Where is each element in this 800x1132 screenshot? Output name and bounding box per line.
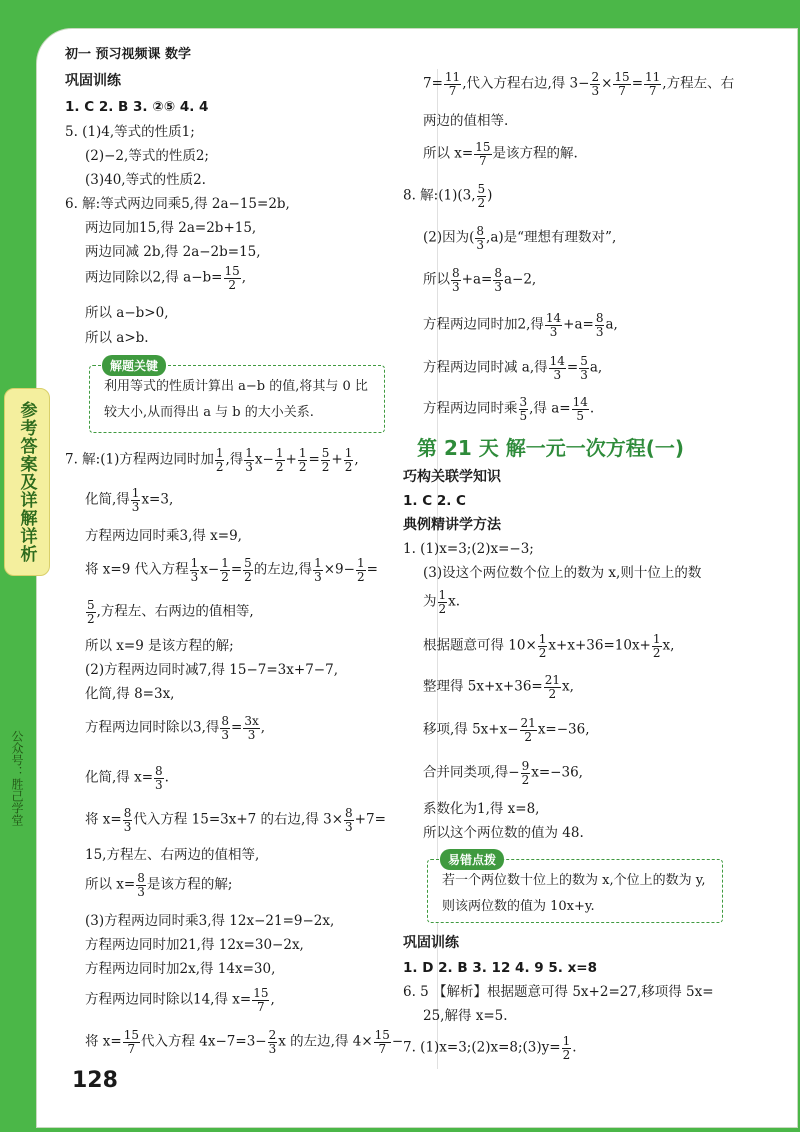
answer-line: $\frac{5}{2}$ ,方程左、右两边的值相等,: [87, 598, 254, 626]
tip-box: [427, 853, 723, 923]
answer-line: 15,方程左、右两边的值相等,: [85, 847, 260, 863]
answer-line: 8. 解:(1)(3, $\frac{5}{2}$ ): [403, 182, 493, 210]
answer-line: 6. 5 【解析】根据题意可得 5x+2=27,移项得 5x=: [403, 984, 714, 1000]
answer-line: 所以 a−b>0,: [85, 305, 169, 321]
answer-line: 方程两边同时加2,得 $\frac{14}{3}$ +a= $\frac{8}{3}$ a,: [423, 311, 618, 339]
answer-line: 将 x= $\frac{8}{3}$ 代入方程 15=3x+7 的右边,得 3× $\frac{8}{3}$ +7=: [85, 806, 386, 834]
answer-line: 系数化为1,得 x=8,: [423, 801, 540, 817]
answer-line: 根据题意可得 10× $\frac{1}{2}$ x+x+36=10x+ $\frac{1}{2}$ x,: [423, 632, 675, 660]
answer-line: 合并同类项,得− $\frac{9}{2}$ x=−36,: [423, 759, 583, 787]
answer-line: 化简,得 $\frac{1}{3}$ x=3,: [85, 486, 174, 514]
tip-box: [89, 359, 385, 433]
answer-line: 6. 解:等式两边同乘5,得 2a−15=2b,: [65, 196, 290, 212]
answer-line: 所以 $\frac{8}{3}$ +a= $\frac{8}{3}$ a−2,: [423, 266, 537, 294]
answer-line: 1. (1)x=3;(2)x=−3;: [403, 541, 534, 557]
answer-line: 两边的值相等.: [423, 113, 509, 129]
answer-line: 将 x= $\frac{15}{7}$ 代入方程 4x−7=3− $\frac{2}{3}$ x 的左边,得 4× $\frac{15}{7}$ −: [85, 1028, 404, 1056]
answer-page: [36, 28, 798, 1128]
answer-line: 两边同加15,得 2a=2b+15,: [85, 220, 257, 236]
answer-line: 方程两边同时除以3,得 $\frac{8}{3}$ = $\frac{3x}{3}$ ,: [85, 714, 266, 742]
chapter-title: 第 21 天 解一元一次方程(一): [417, 436, 685, 460]
answer-line: 1. D 2. B 3. 12 4. 9 5. x=8: [403, 960, 597, 976]
answer-line: 25,解得 x=5.: [423, 1008, 508, 1024]
answer-line: 所以 x= $\frac{15}{7}$ 是该方程的解.: [423, 140, 578, 168]
answer-line: 所以 x=9 是该方程的解;: [85, 638, 234, 654]
answer-line: 为 $\frac{1}{2}$ x.: [423, 588, 461, 616]
watermark: 公众号：胜己学堂: [10, 730, 24, 826]
answer-line: 所以 x= $\frac{8}{3}$ 是该方程的解;: [85, 871, 233, 899]
answer-line: 整理得 5x+x+36= $\frac{21}{2}$ x,: [423, 673, 574, 701]
section-heading: 典例精讲学方法: [403, 517, 501, 533]
answer-line: 两边同除以2,得 a−b= $\frac{15}{2}$ ,: [85, 264, 247, 292]
answer-line: 化简,得 x= $\frac{8}{3}$ .: [85, 764, 169, 792]
answer-line: 方程两边同时减 a,得 $\frac{14}{3}$ = $\frac{5}{3}$ a,: [423, 354, 603, 382]
section-heading: 巩固训练: [65, 73, 121, 89]
answer-line: 7. 解:(1)方程两边同时加 $\frac{1}{2}$ ,得 $\frac{1}{3}$ x− $\frac{1}{2}$ + $\frac{1}{2}$ = $\frac{5}{2}$ + $\frac{1}{2}$ ,: [65, 446, 359, 474]
tip-tag: 易错点拨: [440, 849, 504, 870]
tip-text: 利用等式的性质计算出 a−b 的值,将其与 0 比较大小,从而得出 a 与 b 的大小关系.: [104, 379, 368, 420]
tip-tag: 解题关键: [102, 355, 166, 376]
answer-line: 1. C 2. B 3. ②⑤ 4. 4: [65, 99, 209, 115]
answer-line: 方程两边同时加21,得 12x=30−2x,: [85, 937, 304, 953]
answer-line: 方程两边同时除以14,得 x= $\frac{15}{7}$ ,: [85, 986, 275, 1014]
answer-line: 所以 a>b.: [85, 330, 149, 346]
section-heading: 巧构关联学知识: [403, 469, 501, 485]
answer-line: (2)−2,等式的性质2;: [85, 148, 209, 164]
answer-line: (3)40,等式的性质2.: [85, 172, 206, 188]
answer-line: 化简,得 8=3x,: [85, 686, 175, 702]
tip-text: 若一个两位数十位上的数为 x,个位上的数为 y,则该两位数的值为 10x+y.: [442, 873, 706, 914]
running-header: 初一 预习视频课 数学: [65, 47, 192, 62]
answer-line: 1. C 2. C: [403, 493, 466, 509]
section-heading: 巩固训练: [403, 935, 459, 951]
answer-line: (2)因为( $\frac{8}{3}$ ,a)是“理想有理数对”,: [423, 224, 617, 252]
answer-line: 方程两边同时加2x,得 14x=30,: [85, 961, 276, 977]
answer-line: 7. (1)x=3;(2)x=8;(3)y= $\frac{1}{2}$ .: [403, 1034, 577, 1062]
answer-line: (3)设这个两位数个位上的数为 x,则十位上的数: [423, 565, 702, 581]
answer-line: 方程两边同时乘 $\frac{3}{5}$ ,得 a= $\frac{14}{5}$ .: [423, 395, 595, 423]
answer-line: 所以这个两位数的值为 48.: [423, 825, 584, 841]
answer-line: (2)方程两边同时减7,得 15−7=3x+7−7,: [85, 662, 338, 678]
page-number: 128: [72, 1068, 118, 1093]
answer-line: 7= $\frac{11}{7}$ ,代入方程右边,得 3− $\frac{2}{3}$ × $\frac{15}{7}$ = $\frac{11}{7}$ ,方程左、右: [423, 70, 735, 98]
answer-line: 将 x=9 代入方程 $\frac{1}{3}$ x− $\frac{1}{2}$ = $\frac{5}{2}$ 的左边,得 $\frac{1}{3}$ ×9− $\frac{1}{2}$ =: [85, 556, 378, 584]
answer-line: (3)方程两边同时乘3,得 12x−21=9−2x,: [85, 913, 335, 929]
answer-line: 5. (1)4,等式的性质1;: [65, 124, 195, 140]
answer-line: 方程两边同时乘3,得 x=9,: [85, 528, 242, 544]
side-tab: 参考答案及详解详析: [4, 388, 50, 576]
answer-line: 两边同减 2b,得 2a−2b=15,: [85, 244, 261, 260]
answer-line: 移项,得 5x+x− $\frac{21}{2}$ x=−36,: [423, 716, 590, 744]
